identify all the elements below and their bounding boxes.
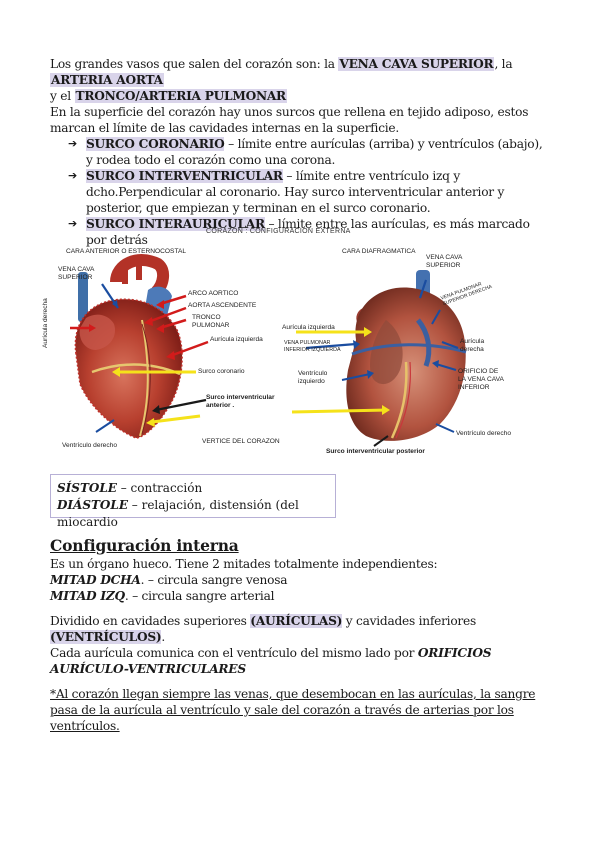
term-auriculas: (AURÍCULAS) [250, 614, 343, 628]
intro-paragraph: En la superficie del corazón hay unos surcos que rellena en tejido adiposo, estos marcan el límite de las cavidades internas en la superficie. [50, 105, 529, 135]
list-item-text: – límite entre aurículas (arriba) y ventrículos (abajo), y rodea todo el corazón como una corona. [86, 137, 543, 167]
intro-line-1 [50, 56, 550, 88]
label-surco-interventricular-posterior: Surco interventricular posterior [326, 448, 425, 455]
sistole-term: SÍSTOLE [57, 481, 117, 495]
label-ventriculo-derecho-post: Ventrículo derecho [456, 430, 511, 437]
term-orificios: ORIFICIOS AURÍCULO-VENTRICULARES [50, 646, 492, 676]
label-orificio-vena-cava: ORIFICIO DE LA VENA CAVA INFERIOR [458, 368, 504, 391]
orificios-line [50, 645, 550, 677]
mitad-izquierda-term: MITAD IZQ [50, 589, 125, 603]
label-vertice: VERTICE DEL CORAZON [202, 438, 280, 445]
mitad-derecha-line [50, 572, 550, 588]
label-auricula-derecha: Aurícula derecha [42, 298, 49, 348]
intro-line-2 [50, 88, 550, 104]
diastole-term: DIÁSTOLE [57, 498, 128, 512]
label-venas-pulmonares-izquierdas: VENA PULMONAR INFERIOR IZQUIERDA [284, 340, 341, 353]
label-auricula-derecha-post: Aurícula derecha [460, 338, 485, 353]
caption-anterior: CARA ANTERIOR O ESTERNOCOSTAL [66, 248, 187, 255]
term-tronco-pulmonar: TRONCO/ARTERIA PULMONAR [75, 89, 286, 103]
intro-text-fragment: Los grandes vasos que salen del corazón son: la [50, 57, 339, 71]
internal-configuration-section [50, 536, 550, 734]
note-paragraph: *Al corazón llegan siempre las venas, que desembocan en las aurículas, la sangre pasa de la aurícula al ventrículo y sale del corazón a través de arterias por los ventrículos. [50, 687, 536, 733]
mitad-izquierda-line [50, 588, 550, 604]
section-heading: Configuración interna [50, 536, 239, 555]
sistole-diastole-box [50, 474, 336, 529]
label-surco-coronario: Surco coronario [198, 368, 245, 375]
mitad-derecha-term: MITAD DCHA [50, 573, 141, 587]
label-surco-interventricular: Surco interventricular anterior . [206, 394, 275, 409]
label-arco-aortico: ARCO AORTICO [188, 290, 239, 297]
caption-diaphragmatic: CARA DIAFRAGMATICA [342, 248, 416, 255]
sistole-text: – contracción [116, 481, 203, 495]
term-ventriculos: (VENTRÍCULOS) [50, 630, 162, 644]
heart-figure [42, 224, 548, 464]
anterior-heart [75, 256, 182, 438]
list-item [68, 168, 550, 216]
label-tronco-pulmonar: TRONCO PULMONAR [192, 314, 230, 329]
list-item-text: – límite entre ventrículo izq y dcho.Perpendicular al coronario. Hay surco interventricular anterior y posterior, que empiezan y terminan en el surco coronario. [86, 169, 505, 215]
orificios-text-fragment: Cada aurícula comunica con el ventrículo del mismo lado por [50, 646, 418, 660]
term-arteria-aorta: ARTERIA AORTA [51, 73, 163, 87]
list-item-text: – límite entre las aurículas, es más marcado por detrás [86, 217, 530, 247]
cavidades-line [50, 613, 550, 645]
label-vena-cava: VENA CAVA SUPERIOR [58, 266, 95, 281]
cavidades-text-fragment: Dividido en cavidades superiores [50, 614, 251, 628]
list-item-term: SURCO INTERAURICULAR [86, 217, 265, 231]
intro-text-fragment: y el [50, 89, 75, 103]
cavidades-text-fragment: y cavidades inferiores [342, 614, 476, 628]
intro-text [50, 56, 550, 248]
label-vena-cava-superior: VENA CAVA SUPERIOR [426, 254, 463, 269]
label-auricula-izquierda-post: Aurícula izquierda [282, 324, 335, 331]
sistole-line [57, 480, 329, 497]
label-ventriculo-izquierdo: Ventrículo izquierdo [298, 370, 328, 385]
mitad-izquierda-text: . – circula sangre arterial [124, 589, 275, 603]
label-venas-pulmonares-derechas: VENA PULMONAR SUPERIOR DERECHA [440, 281, 493, 308]
list-item-term: SURCO CORONARIO [86, 137, 225, 151]
cavidades-text-fragment: . [161, 630, 166, 644]
section-line-1: Es un órgano hueco. Tiene 2 mitades totalmente independientes: [50, 557, 438, 571]
intro-text-fragment: , la [494, 57, 513, 71]
diastole-line [57, 497, 329, 531]
label-auricula-izquierda: Aurícula izquierda [210, 336, 263, 343]
figure-title: CORAZON : CONFIGURACION EXTERNA [206, 228, 351, 235]
list-item-term: SURCO INTERVENTRICULAR [86, 169, 283, 183]
list-item [68, 136, 550, 168]
mitad-derecha-text: . – circula sangre venosa [140, 573, 288, 587]
label-ventriculo-derecho: Ventrículo derecho [62, 442, 117, 449]
diastole-text: – relajación, distensión (del miocardio [57, 498, 299, 529]
term-vena-cava: VENA CAVA SUPERIOR [339, 57, 494, 71]
label-aorta-ascendente: AORTA ASCENDENTE [188, 302, 257, 309]
